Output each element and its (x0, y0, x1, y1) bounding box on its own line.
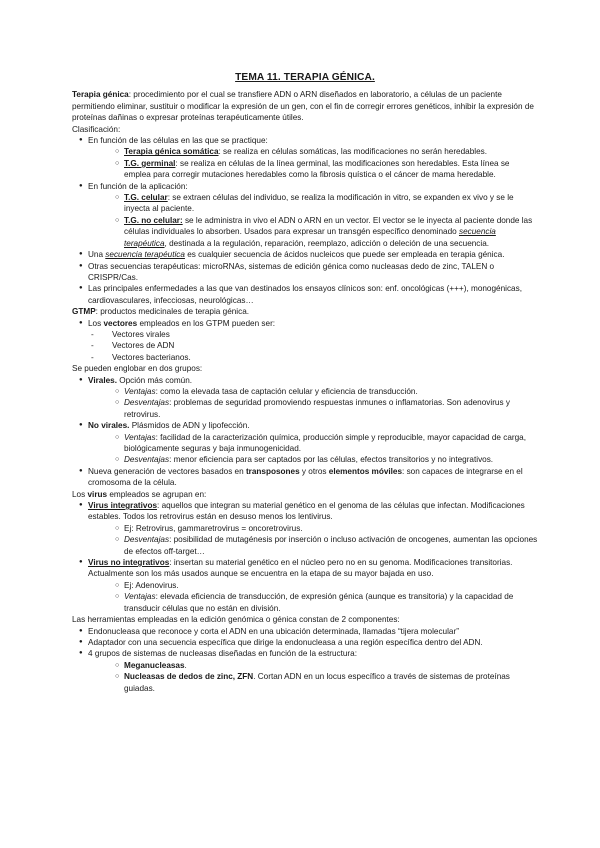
sub-item-text: . Cortan ADN en un locus específico a través de sistemas de proteínas guiadas. (124, 672, 510, 693)
list-item-text: Nueva generación de vectores basados en (88, 466, 246, 476)
sub-list-item (88, 386, 538, 397)
sub-item-text: : posibilidad de mutagénesis por inserción o incluso activación de oncogenes, aumentan las opciones de efectos off-target… (124, 535, 538, 556)
sub-item-text: : elevada eficiencia de transducción, de expresión génica (aunque es transitoria) y la capacidad de transducir células que no están en división. (124, 592, 514, 613)
sub-list-item: ○ Ej: Retrovirus, gammaretrovirus = oncoretrovirus. (88, 523, 538, 534)
list-item (72, 420, 538, 466)
sub-list-item (88, 591, 538, 614)
italic-label: Ventajas (124, 592, 156, 602)
sub-item-text: : se extraen células del individuo, se realiza la modificación in vitro, se expanden ex vivo y se le inyecta al paciente. (124, 193, 514, 214)
list-item (72, 261, 538, 284)
herramientas-heading: Las herramientas empleadas en la edición genómica o génica constan de 2 componentes: (72, 615, 400, 625)
bold-term: vectores (103, 318, 138, 328)
vector-item: - Vectores bacterianos. (72, 352, 538, 363)
sub-list (88, 660, 538, 694)
list-item-text: En función de las células en las que se practique: (88, 136, 268, 146)
list-item-text: y otros (299, 466, 329, 476)
bold-term: No virales. (88, 421, 130, 431)
list-item (72, 318, 538, 329)
list-item-text: es cualquier secuencia de ácidos nucleicos que puede ser empleada en terapia génica. (184, 250, 505, 260)
term-label: T.G. germinal (124, 158, 176, 168)
bold-term: Virales. (88, 375, 117, 385)
sub-list (88, 432, 538, 466)
bold-term: elementos móviles (328, 466, 403, 476)
term-label: Virus integrativos (88, 501, 158, 511)
intro-paragraph (72, 89, 538, 123)
list-item: ● Adaptador con una secuencia específica que dirige la endonucleasa a una región específica dentro del ADN. (72, 637, 538, 648)
italic-label: Desventajas (124, 535, 170, 545)
page-title: TEMA 11. TERAPIA GÉNICA. (235, 72, 375, 83)
bold-term: Nucleasas de dedos de zinc, ZFN (124, 672, 254, 682)
sub-item-text: : se realiza en células de la línea germinal, las modificaciones son heredables. Esta línea se emplea para corregir mutaciones heredables como la fibrosis quística o el cáncer de mama heredable. (124, 158, 510, 180)
list-item-text: En función de la aplicación: (88, 181, 188, 191)
sub-item-text: : problemas de seguridad promoviendo respuestas inmunes o inflamatorias. Son adenovirus y retrovirus. (124, 398, 510, 419)
bold-term: transposones (245, 466, 300, 476)
sub-list-item (88, 146, 538, 157)
italic-label: Ventajas (124, 386, 156, 396)
sub-item-text: : como la elevada tasa de captación celular y eficiencia de transducción. (155, 386, 418, 396)
intro-term: Terapia génica (72, 90, 129, 100)
list-item-text: empleados en los GTPM pueden ser: (137, 318, 276, 328)
list-item-text: Una (88, 250, 106, 260)
gtmp-text: : productos medicinales de terapia génica. (95, 307, 250, 317)
list-item-text: Opción más común. (116, 375, 193, 385)
term-label: Virus no integrativos (88, 558, 170, 568)
sub-list (88, 580, 538, 614)
list-item (72, 557, 538, 614)
list-item (72, 466, 538, 489)
heading-text: Los (72, 489, 88, 499)
list-item-text: : insertan su material genético en el núcleo pero no en su genoma. Modificaciones transitorias. Actualmente son los más usados aunque se encuentra en la etapa de su mayor bajada en uso. (88, 558, 513, 579)
gtmp-term: GTMP (72, 307, 96, 317)
list-item (72, 500, 538, 557)
virus-list (72, 500, 538, 614)
sub-item-text: : facilidad de la caracterización química, producción simple y reproducible, mayor capacidad de carga, biológicamente seguras y baja inmunogenicidad. (124, 432, 527, 453)
list-item-text: Los (88, 318, 104, 328)
gtmp-list (72, 318, 538, 329)
term-label: Terapia génica somática (124, 147, 219, 157)
herramientas-list (72, 626, 538, 694)
sub-list-item (88, 192, 538, 215)
list-item-text: Plásmidos de ADN y lipofección. (129, 421, 250, 431)
gtmp-paragraph (72, 306, 538, 317)
sub-list-item (88, 215, 538, 249)
heading-text: empleados se agrupan en: (107, 489, 207, 499)
list-item (72, 181, 538, 249)
grupos-heading: Se pueden englobar en dos grupos: (72, 364, 203, 374)
list-item-text: : aquellos que integran su material genético en el genoma de las células que infectan. Modificaciones estables. Todos los retrovirus están en desuso menos los lentivirus. (88, 501, 525, 522)
list-item: ● Endonucleasa que reconoce y corta el ADN en una ubicación determinada, llamadas “tijera molecular” (72, 626, 538, 637)
sub-list-item: ○ Ej: Adenovirus. (88, 580, 538, 591)
sub-list (88, 146, 538, 180)
vector-item: - Vectores de ADN (72, 340, 538, 351)
list-item-text: Otras secuencias terapéuticas: microRNAs, sistemas de edición génica como nucleasas dedo de zinc, TALEN o CRISPR/Cas. (88, 261, 495, 282)
sub-item-text: : menor eficiencia para ser captados por las células, efectos transitorios y no integrativos. (169, 455, 494, 465)
list-item-text: : son capaces de integrarse en el cromosoma de la célula. (88, 466, 523, 488)
sub-list (88, 192, 538, 249)
italic-term: secuencia terapéutica (124, 227, 496, 248)
sub-item-text: : se realiza en células somáticas, las modificaciones no serán heredables. (218, 147, 488, 157)
italic-term: secuencia terapéutica (105, 250, 185, 260)
sub-list-item (88, 660, 538, 671)
vector-list (72, 329, 538, 363)
sub-item-text: . (184, 660, 187, 670)
list-item (72, 375, 538, 421)
sub-list-item (88, 397, 538, 420)
italic-label: Desventajas (124, 455, 170, 465)
sub-list-item (88, 432, 538, 455)
sub-list (88, 523, 538, 557)
list-item (72, 648, 538, 694)
grupos-list (72, 375, 538, 489)
italic-label: Ventajas (124, 432, 156, 442)
sub-item-text: se le administra in vivo el ADN o ARN en un vector. El vector se le inyecta al paciente donde las células individuales lo absorben. Usados para expresar un transgén específico denominado (124, 215, 533, 237)
sub-list-item (88, 534, 538, 557)
list-item (72, 283, 538, 306)
sub-list (88, 386, 538, 420)
list-item (72, 249, 538, 260)
intro-text: : procedimiento por el cual se transfiere ADN o ARN diseñados en laboratorio, a células de un paciente permitiendo eliminar, sustituir o modificar la expresión de un gen, con el fin de corregir errores genéticos, inhibir la expresión de proteínas dañinas o expresar proteínas terapéuticamente útiles. (72, 90, 534, 123)
sub-list-item (88, 671, 538, 694)
vector-item: - Vectores virales (72, 329, 538, 340)
sub-item-text: , destinada a la regulación, reparación, reemplazo, adicción o deleción de una secuencia. (164, 238, 490, 248)
sub-list-item (88, 158, 538, 181)
list-item (72, 135, 538, 181)
italic-label: Desventajas (124, 398, 170, 408)
list-item-text: Las principales enfermedades a las que van destinados los ensayos clínicos son: enf. oncológicas (+++), monogénicas, cardiovasculares, infecciosas, neurológicas… (88, 284, 522, 305)
clasificacion-heading: Clasificación: (72, 124, 121, 134)
clasificacion-list (72, 135, 538, 306)
term-label: T.G. no celular: (124, 215, 183, 225)
list-item-text: 4 grupos de sistemas de nucleasas diseñadas en función de la estructura: (88, 649, 357, 659)
virus-heading (72, 489, 538, 500)
term-label: T.G. celular (124, 193, 168, 203)
sub-list-item (88, 454, 538, 465)
bold-term: virus (87, 489, 108, 499)
bold-term: Meganucleasas (124, 660, 185, 670)
